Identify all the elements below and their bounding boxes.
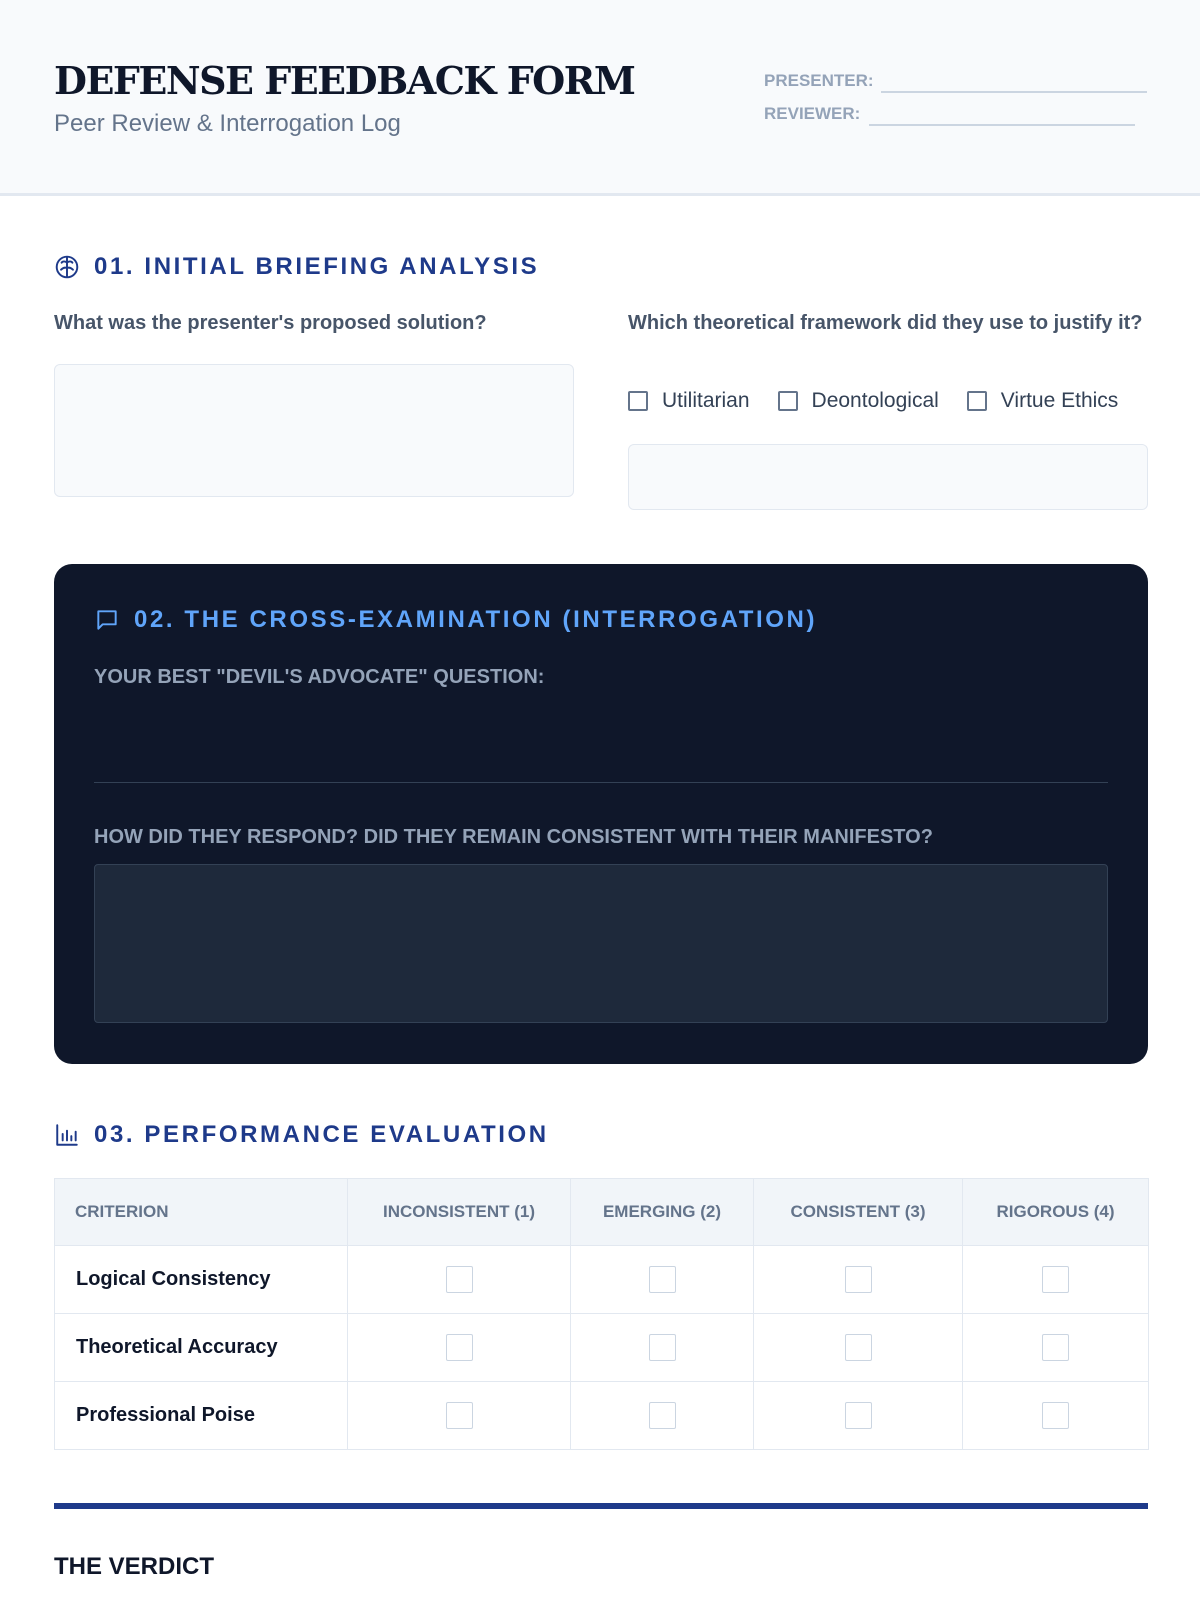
- proposed-solution-input[interactable]: [54, 364, 574, 497]
- framework-option-virtue-ethics[interactable]: [967, 389, 1119, 413]
- criterion-logical-consistency: Logical Consistency: [55, 1246, 348, 1314]
- section-cross-examination-title: [94, 606, 817, 634]
- section-performance-label: 03. PERFORMANCE EVALUATION: [94, 1121, 549, 1148]
- bar-chart-icon: [54, 1122, 80, 1148]
- column-header-criterion: CRITERION: [55, 1179, 348, 1246]
- logical-consistency-score-1-checkbox[interactable]: [446, 1266, 473, 1293]
- response-consistency-input[interactable]: [94, 864, 1108, 1023]
- virtue-ethics-label: Virtue Ethics: [1000, 389, 1119, 412]
- deontological-label: Deontological: [811, 389, 939, 412]
- theoretical-accuracy-score-3-checkbox[interactable]: [845, 1334, 872, 1361]
- theoretical-accuracy-score-4-checkbox[interactable]: [1042, 1334, 1069, 1361]
- page-subtitle: Peer Review & Interrogation Log: [54, 110, 401, 137]
- logical-consistency-score-2-checkbox[interactable]: [649, 1266, 676, 1293]
- logical-consistency-score-4-checkbox[interactable]: [1042, 1266, 1069, 1293]
- performance-rubric-table: [54, 1178, 1149, 1450]
- theoretical-accuracy-score-2-checkbox[interactable]: [649, 1334, 676, 1361]
- section-initial-briefing-label: 01. INITIAL BRIEFING ANALYSIS: [94, 253, 540, 280]
- framework-option-deontological[interactable]: [778, 389, 939, 413]
- page-title: DEFENSE FEEDBACK FORM: [54, 58, 635, 103]
- section-performance-title: [54, 1121, 549, 1149]
- professional-poise-score-1-checkbox[interactable]: [446, 1402, 473, 1429]
- column-header-inconsistent: INCONSISTENT (1): [348, 1179, 571, 1246]
- column-header-emerging: EMERGING (2): [571, 1179, 754, 1246]
- framework-checkbox-group: [628, 389, 1146, 413]
- professional-poise-score-3-checkbox[interactable]: [845, 1402, 872, 1429]
- virtue-ethics-checkbox[interactable]: [967, 391, 987, 411]
- verdict-heading: THE VERDICT: [54, 1553, 215, 1580]
- framework-option-utilitarian[interactable]: [628, 389, 750, 413]
- logical-consistency-score-3-checkbox[interactable]: [845, 1266, 872, 1293]
- reviewer-label: REVIEWER:: [764, 104, 861, 123]
- presenter-label: PRESENTER:: [764, 71, 874, 90]
- section-initial-briefing-title: [54, 253, 539, 281]
- question-theoretical-framework: Which theoretical framework did they use to justify it?: [628, 312, 1143, 334]
- utilitarian-checkbox[interactable]: [628, 391, 648, 411]
- message-square-icon: [94, 607, 120, 633]
- utilitarian-label: Utilitarian: [662, 389, 750, 412]
- professional-poise-score-2-checkbox[interactable]: [649, 1402, 676, 1429]
- question-proposed-solution: What was the presenter's proposed solution?: [54, 312, 487, 334]
- professional-poise-score-4-checkbox[interactable]: [1042, 1402, 1069, 1429]
- column-header-consistent: CONSISTENT (3): [754, 1179, 963, 1246]
- devils-advocate-question-label: YOUR BEST "DEVIL'S ADVOCATE" QUESTION:: [94, 666, 545, 688]
- reviewer-field[interactable]: [869, 124, 1135, 126]
- response-consistency-label: HOW DID THEY RESPOND? DID THEY REMAIN CONSISTENT WITH THEIR MANIFESTO?: [94, 826, 933, 848]
- framework-justification-input[interactable]: [628, 444, 1148, 510]
- table-row: [55, 1246, 1149, 1314]
- table-row: [55, 1314, 1149, 1382]
- form-header: [0, 0, 1200, 196]
- table-row: [55, 1382, 1149, 1450]
- devils-advocate-question-input[interactable]: [94, 782, 1108, 783]
- column-header-rigorous: RIGOROUS (4): [963, 1179, 1149, 1246]
- theoretical-accuracy-score-1-checkbox[interactable]: [446, 1334, 473, 1361]
- presenter-field[interactable]: [881, 91, 1147, 93]
- criterion-theoretical-accuracy: Theoretical Accuracy: [55, 1314, 348, 1382]
- section-divider: [54, 1503, 1148, 1509]
- criterion-professional-poise: Professional Poise: [55, 1382, 348, 1450]
- table-header-row: [55, 1179, 1149, 1246]
- brain-icon: [54, 254, 80, 280]
- deontological-checkbox[interactable]: [778, 391, 798, 411]
- section-cross-examination-label: 02. THE CROSS-EXAMINATION (INTERROGATION): [134, 606, 818, 633]
